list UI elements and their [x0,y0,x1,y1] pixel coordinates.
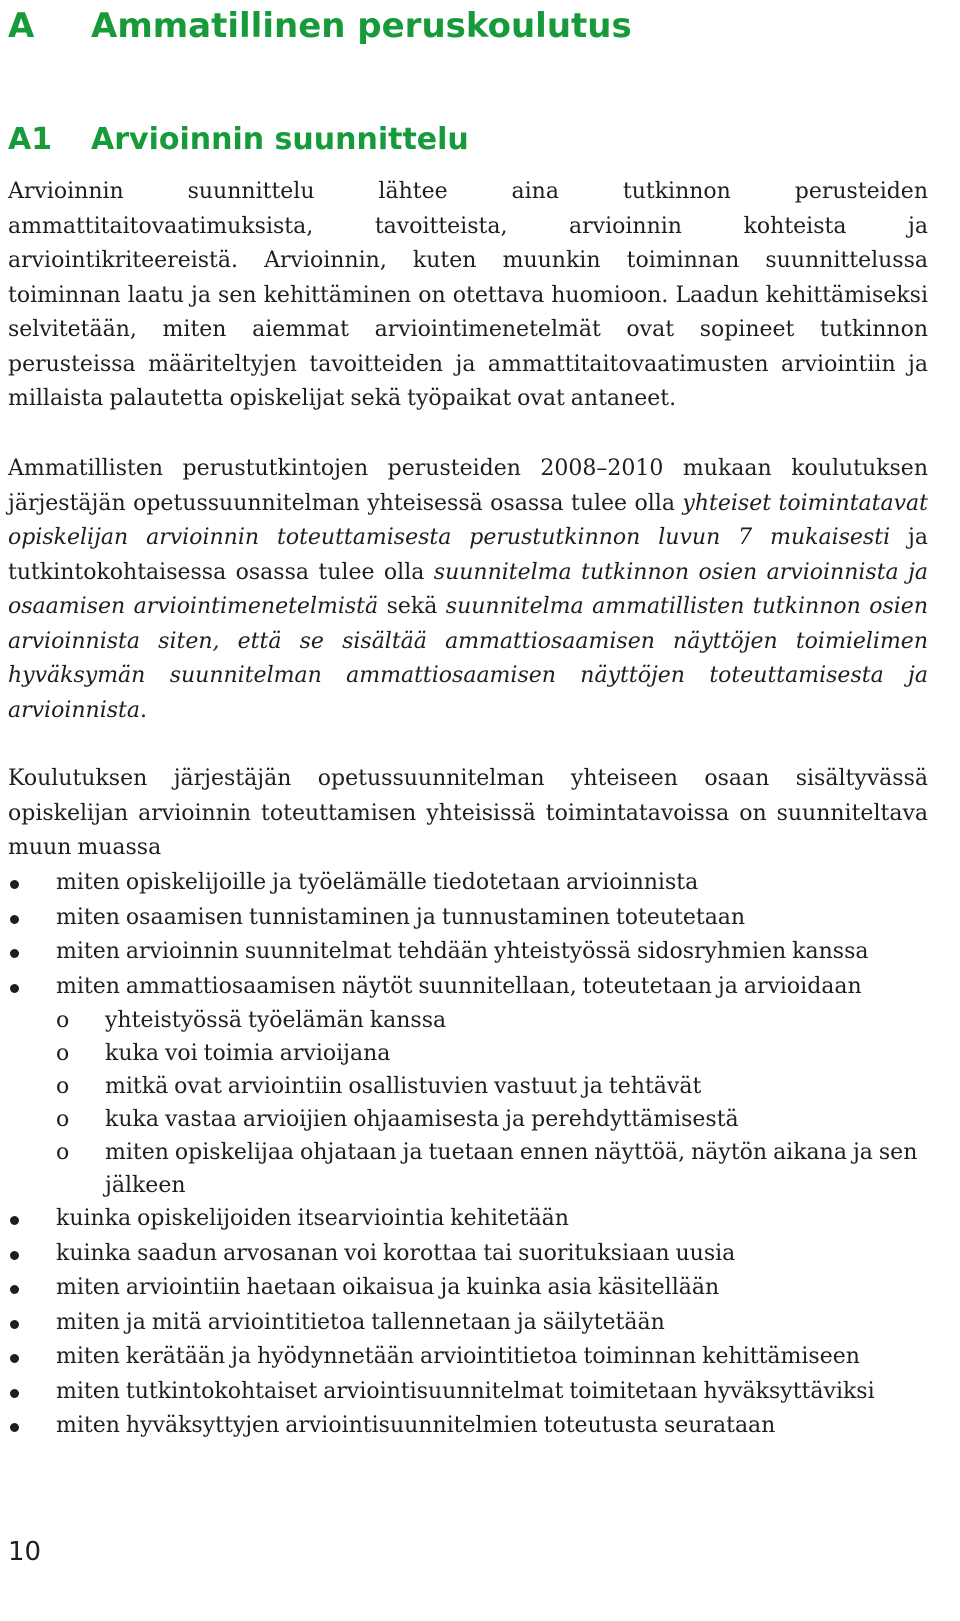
sub-list-item-text: kuka voi toimia arvioijana [105,1041,391,1066]
sub-list-item [56,1004,928,1037]
paragraph-list-intro: Koulutuksen järjestäjän opetussuunnitelman yhteiseen osaan sisältyvässä opiskelijan arvioinnin toteuttamisen yhteisissä toimintatavoissa on suunniteltava muun muassa [8,766,928,860]
paragraph2-italic-2: suunnitelma tutkinnon osien arvioinnista ja osaamisen arviointimenetelmistä [8,559,929,619]
list-item [8,1375,928,1410]
list-item [8,1237,928,1272]
list-item [8,935,928,970]
sub-list-item [56,1037,928,1070]
sub-list-item-text: kuka vastaa arvioijien ohjaamisesta ja perehdyttämisestä [105,1107,739,1132]
sub-bullet-marker: o [56,1074,70,1099]
planning-topics-list [8,866,928,1444]
list-item-text: miten opiskelijoille ja työelämälle tiedotetaan arvioinnista [56,870,699,895]
list-item-text: kuinka saadun arvosanan voi korottaa tai suorituksiaan uusia [56,1240,736,1266]
list-item-text: miten arvioinnin suunnitelmat tehdään yhteistyössä sidosryhmien kanssa [56,939,869,964]
list-item [8,1409,928,1444]
page-number: 10 [8,1537,42,1567]
paragraph2-italic-1: yhteiset toimintatavat opiskelijan arvioinnin toteuttamisesta perustutkinnon luvun 7 mukaisesti [8,490,928,550]
sub-bullet-marker: o [56,1107,70,1132]
list-item-text: miten hyväksyttyjen arviointisuunnitelmien toteutusta seurataan [56,1413,776,1438]
list-item [8,1340,928,1375]
paragraph2-text-1: Ammatillisten perustutkintojen perusteiden 2008–2010 mukaan koulutuksen järjestäjän opetussuunnitelman yhteisessä osassa tulee olla [8,456,928,516]
section-number: A1 [8,122,53,157]
paragraph2-text-3: sekä [378,594,446,619]
paragraph2-text-2: ja tutkintokohtaisessa osassa tulee olla [8,525,928,585]
sub-list [56,1004,928,1202]
section-title: Arvioinnin suunnittelu [91,122,469,157]
chapter-heading [8,2,928,50]
list-item-text: kuinka opiskelijoiden itsearviointia kehitetään [56,1206,569,1231]
list-item [8,1202,928,1237]
chapter-title: Ammatillinen peruskoulutus [91,6,632,46]
paragraph-curriculum-requirements [8,452,928,728]
list-item-text: miten ammattiosaamisen näytöt suunnitellaan, toteutetaan ja arvioidaan [56,973,862,999]
paragraph2-italic-3: suunnitelma ammatillisten tutkinnon osien arvioinnista siten, että se sisältää ammattiosaamisen näyttöjen toimielimen hyväksymän suunnitelman ammattiosaamisen näyttöjen toteuttamisesta ja arvioinnista [8,594,928,723]
sub-list-item [56,1136,928,1202]
list-item [8,866,928,901]
list-item [8,970,928,1203]
list-item-text: miten kerätään ja hyödynnetään arviointitietoa toiminnan kehittämiseen [56,1344,860,1369]
sub-list-item-text: yhteistyössä työelämän kanssa [105,1008,447,1033]
paragraph-planning-basis: Arvioinnin suunnittelu lähtee aina tutkinnon perusteiden ammattitaitovaatimuksista, tavoitteista, arvioinnin kohteista ja arviointikriteereistä. Arvioinnin, kuten muunkin toiminnan suunnittelussa toiminnan laatu ja sen kehittäminen on otettava huomioon. Laadun kehittämiseksi selvitetään, miten aiemmat arviointimenetelmät ovat sopineet tutkinnon perusteissa määriteltyjen tavoitteiden ja ammattitaitovaatimusten arviointiin ja millaista palautetta opiskelijat sekä työpaikat ovat antaneet. [8,179,928,411]
sub-bullet-marker: o [56,1140,70,1165]
sub-list-item [56,1103,928,1136]
sub-list-item [56,1070,928,1103]
paragraph2-text-4: . [140,697,147,723]
list-item-text: miten ja mitä arviointitietoa tallennetaan ja säilytetään [56,1309,665,1335]
sub-bullet-marker: o [56,1008,70,1033]
list-item [8,1271,928,1306]
list-item-text: miten tutkintokohtaiset arviointisuunnitelmat toimitetaan hyväksyttäviksi [56,1378,875,1404]
section-heading [8,118,928,162]
list-item [8,901,928,936]
sub-list-item-text: miten opiskelijaa ohjataan ja tuetaan ennen näyttöä, näytön aikana ja sen jälkeen [105,1140,918,1198]
sub-bullet-marker: o [56,1041,70,1066]
list-item [8,1306,928,1341]
list-item-text: miten osaamisen tunnistaminen ja tunnustaminen toteutetaan [56,904,746,930]
sub-list-item-text: mitkä ovat arviointiin osallistuvien vastuut ja tehtävät [105,1074,702,1099]
chapter-letter: A [8,6,35,46]
list-item-text: miten arviointiin haetaan oikaisua ja kuinka asia käsitellään [56,1275,720,1300]
